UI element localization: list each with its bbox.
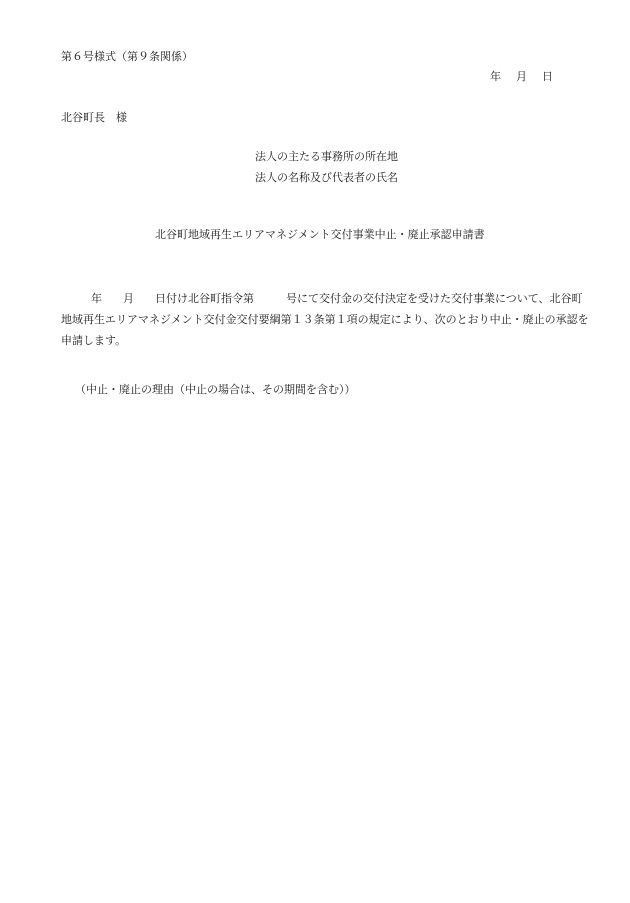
body-text-after-number: 号にて交付金の交付決定を受けた交付事業について、北谷町 (286, 292, 583, 305)
addressee: 北谷町長 様 (61, 111, 127, 124)
date-month-label: 月 (516, 70, 527, 83)
body-text-after-month: 日付け北谷町指令第 (155, 292, 254, 305)
document-title: 北谷町地域再生エリアマネジメント交付事業中止・廃止承認申請書 (155, 228, 485, 241)
body-year-label: 年 (91, 292, 102, 305)
body-line-1 (61, 288, 581, 309)
body-month-label: 月 (123, 292, 134, 305)
body-text (61, 288, 589, 351)
date-line (490, 71, 553, 82)
body-line-2: 地域再生エリアマネジメント交付金交付要綱第１３条第１項の規定により、次のとおり中止・廃止の承認を (61, 313, 589, 326)
applicant-name-label: 法人の名称及び代表者の氏名 (255, 171, 398, 184)
form-number: 第６号様式（第９条関係） (61, 50, 193, 63)
reason-label: （中止・廃止の理由（中止の場合は、その期間を含む）） (75, 383, 356, 396)
date-day-label: 日 (542, 70, 553, 83)
date-year-label: 年 (490, 70, 501, 83)
body-line-3: 申請します。 (61, 334, 127, 347)
applicant-address-label: 法人の主たる事務所の所在地 (255, 150, 398, 163)
